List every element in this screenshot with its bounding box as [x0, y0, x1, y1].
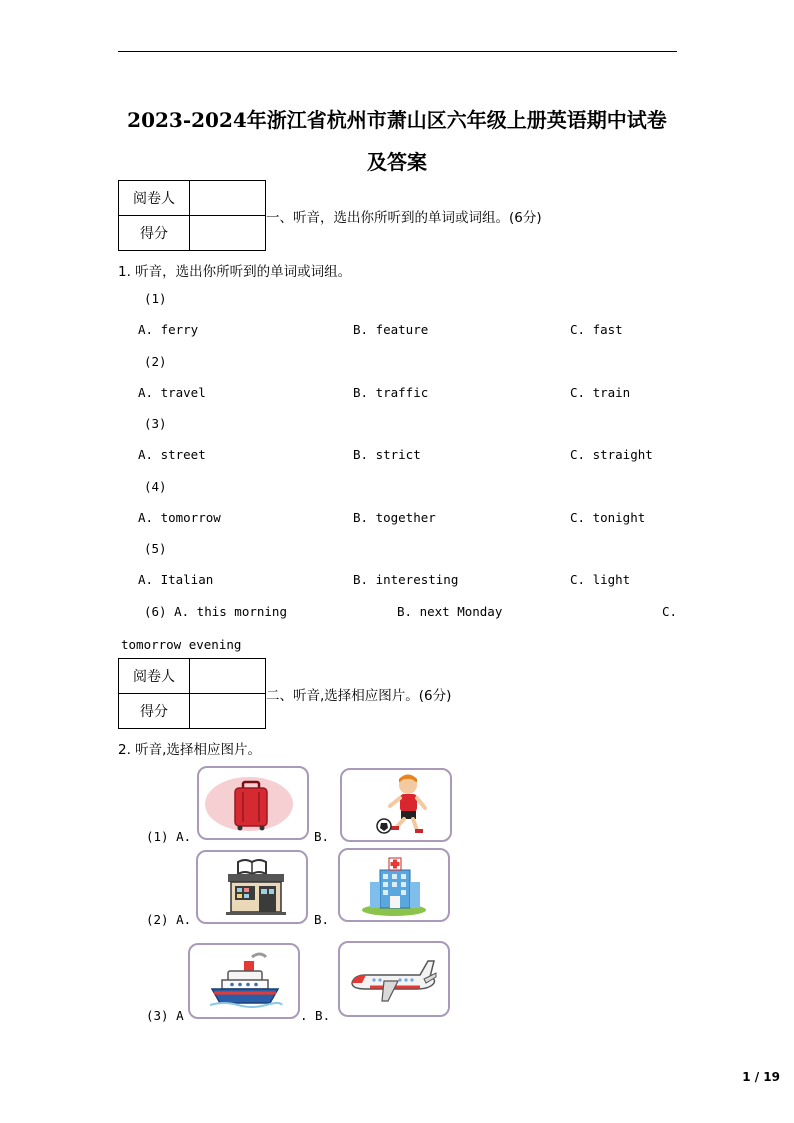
question-1: 1. 听音，选出你所听到的单词或词组。	[118, 264, 352, 280]
suitcase-picture[interactable]	[197, 766, 309, 840]
section2-heading: 二、听音,选择相应图片。(6分)	[266, 688, 452, 704]
item6-a: (6) A. this morning	[144, 604, 287, 619]
plane-picture[interactable]	[338, 941, 450, 1017]
option-b: B. strict	[353, 447, 421, 462]
item-num: (2)	[144, 353, 167, 369]
reviewer-label: 阅卷人	[119, 659, 190, 694]
score-cell	[190, 216, 266, 251]
option-b: B. together	[353, 509, 436, 525]
option-a: A. tomorrow	[138, 509, 221, 525]
row3-label-a: (3) A	[146, 1008, 184, 1023]
item-num: (3)	[144, 416, 167, 431]
reviewer-label: 阅卷人	[119, 181, 190, 216]
score-cell	[190, 694, 266, 729]
item-num: (1)	[144, 291, 167, 306]
option-a: A. ferry	[138, 322, 199, 337]
score-label: 得分	[119, 216, 190, 251]
option-a: A. travel	[138, 384, 206, 400]
item-num: (4)	[144, 478, 167, 494]
score-table-2	[118, 658, 266, 729]
option-b: B. feature	[353, 322, 429, 337]
row3-label-b: . B.	[300, 1008, 331, 1023]
reviewer-cell	[190, 659, 266, 694]
boy-playing-football-picture[interactable]	[340, 768, 452, 842]
section1-heading: 一、听音，选出你所听到的单词或词组。(6分)	[266, 210, 542, 226]
item6-b: B. next Monday	[397, 604, 503, 619]
row1-label-a: (1) A.	[146, 829, 192, 844]
item-num: (5)	[144, 541, 167, 556]
option-c: C. tonight	[570, 509, 646, 525]
ship-picture[interactable]	[188, 943, 300, 1019]
question-2: 2. 听音,选择相应图片。	[118, 742, 261, 758]
option-c: C. fast	[570, 322, 623, 337]
option-b: B. traffic	[353, 384, 429, 400]
row1-label-b: B.	[314, 829, 330, 844]
score-table-1	[118, 180, 266, 251]
item6-c-cont: tomorrow evening	[121, 637, 242, 652]
hospital-picture[interactable]	[338, 848, 450, 922]
bookstore-picture[interactable]	[196, 850, 308, 924]
page-title-cont: 及答案	[367, 150, 427, 174]
row2-label-b: B.	[314, 912, 330, 927]
score-label: 得分	[119, 694, 190, 729]
page-title: 2023-2024年浙江省杭州市萧山区六年级上册英语期中试卷	[127, 108, 667, 132]
page-number: 1 / 19	[742, 1070, 780, 1084]
option-c: C. straight	[570, 447, 653, 462]
item6-c: C.	[662, 604, 678, 619]
option-a: A. street	[138, 447, 206, 462]
option-c: C. train	[570, 384, 631, 400]
row2-label-a: (2) A.	[146, 912, 192, 927]
reviewer-cell	[190, 181, 266, 216]
option-c: C. light	[570, 572, 631, 587]
option-b: B. interesting	[353, 572, 459, 587]
header-rule	[118, 51, 677, 52]
option-a: A. Italian	[138, 572, 214, 587]
